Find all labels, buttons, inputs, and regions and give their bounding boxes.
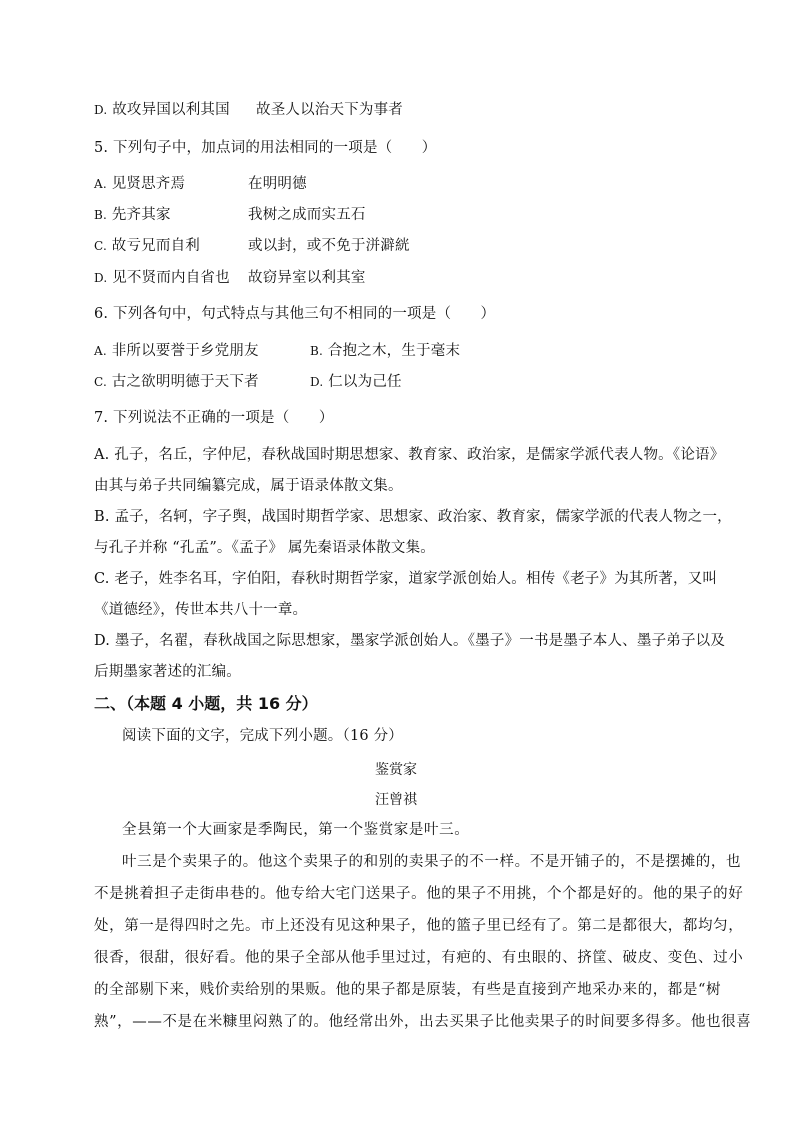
option-letter: D. <box>94 103 108 117</box>
passage-line: 叶三是个卖果子的。他这个卖果子的和别的卖果子的不一样。不是开铺子的，不是摆摊的，也 <box>122 854 742 870</box>
passage-title: 鉴赏家 <box>375 762 417 778</box>
q7-option-a-line2: 由其与弟子共同编纂完成，属于语录体散文集。 <box>94 478 403 494</box>
passage-line: 处，第一是得四时之先。市上还没有见这种果子，他的篮子里已经有了。第二是都很大，都均匀， <box>94 918 744 934</box>
q6-options-row1 <box>94 341 461 361</box>
q6-stem: 6. 下列各句中，句式特点与其他三句不相同的一项是（ ） <box>94 306 496 322</box>
q7-option-d-line1: D. 墨子，名翟，春秋战国之际思想家，墨家学派创始人。《墨子》一书是墨子本人、墨子弟子以及 <box>94 633 726 649</box>
option-letter: D. <box>310 375 324 389</box>
option-letter: A. <box>94 344 107 358</box>
q7-option-b-line1: B. 孟子，名轲，字子舆，战国时期哲学家、思想家、政治家、教育家，儒家学派的代表人物之一， <box>94 509 732 525</box>
option-letter: C. <box>94 375 107 389</box>
q7-option-c-line1: C. 老子，姓李名耳，字伯阳，春秋时期哲学家，道家学派创始人。相传《老子》为其所著，又叫 <box>94 571 718 587</box>
section-heading: 二、（本题 4 小题，共 16 分） <box>94 694 318 713</box>
option-letter: C. <box>94 239 107 253</box>
section-instruction: 阅读下面的文字，完成下列小题。（16 分） <box>122 728 404 744</box>
passage-line: 的全部剔下来，贱价卖给别的果贩。他的果子都是原装，有些是直接到产地采办来的，都是“树 <box>94 982 722 998</box>
option-letter: B. <box>94 208 108 222</box>
option-text-b: 故窃异室以利其室 <box>248 270 366 286</box>
q4-option-d <box>94 100 403 120</box>
q6-option-d <box>310 372 402 392</box>
q5-stem: 5. 下列句子中，加点词的用法相同的一项是（ ） <box>94 140 437 156</box>
option-text-b: 故圣人以治天下为事者 <box>256 102 403 118</box>
passage-paragraph: 全县第一个大画家是季陶民，第一个鉴赏家是叶三。 <box>122 822 470 838</box>
q5-option-b <box>94 205 366 225</box>
option-text-a: 先齐其家 <box>111 207 171 223</box>
option-text: 古之欲明明德于天下者 <box>111 374 259 390</box>
passage-author: 汪曾祺 <box>375 792 417 808</box>
q6-option-b <box>310 341 460 361</box>
q7-option-b-line2: 与孔子并称 “孔孟”。《孟子》 属先秦语录体散文集。 <box>94 540 435 556</box>
option-text-b: 我树之成而实五石 <box>248 207 366 223</box>
option-text-a: 故亏兄而自利 <box>111 238 200 254</box>
option-letter: A. <box>94 177 107 191</box>
option-text: 非所以要誉于乡党朋友 <box>111 343 259 359</box>
option-text: 仁以为己任 <box>328 374 402 390</box>
passage-line: 不是挑着担子走街串巷的。他专给大宅门送果子。他的果子不用挑，个个都是好的。他的果子的好 <box>94 886 744 902</box>
option-text-a: 故攻异国以利其国 <box>112 102 230 118</box>
option-text-b: 在明明德 <box>248 176 307 192</box>
q5-option-c <box>94 236 410 256</box>
q7-option-d-line2: 后期墨家著述的汇编。 <box>94 664 241 680</box>
option-letter: D. <box>94 271 108 285</box>
q5-option-d <box>94 268 366 288</box>
q6-options-row2 <box>94 372 402 392</box>
q7-option-c-line2: 《道德经》，传世本共八十一章。 <box>94 602 308 618</box>
option-text: 合抱之木，生于毫末 <box>327 343 461 359</box>
option-text-a: 见贤思齐焉 <box>111 176 186 192</box>
passage-line: 熟”，——不是在米糠里闷熟了的。他经常出外，出去买果子比他卖果子的时间要多得多。他也很喜 <box>94 1014 752 1030</box>
q5-option-a <box>94 174 307 194</box>
q7-option-a-line1: A. 孔子，名丘，字仲尼，春秋战国时期思想家、教育家、政治家，是儒家学派代表人物。《论语》 <box>94 447 725 463</box>
q7-stem: 7. 下列说法不正确的一项是（ ） <box>94 410 334 426</box>
option-text-b: 或以封，或不免于洴澼絖 <box>248 238 410 254</box>
passage-line: 很香，很甜，很好看。他的果子全部从他手里过过，有疤的、有虫眼的、挤筐、破皮、变色、过小 <box>94 950 744 966</box>
option-letter: B. <box>310 344 324 358</box>
option-text-a: 见不贤而内自省也 <box>112 270 230 286</box>
